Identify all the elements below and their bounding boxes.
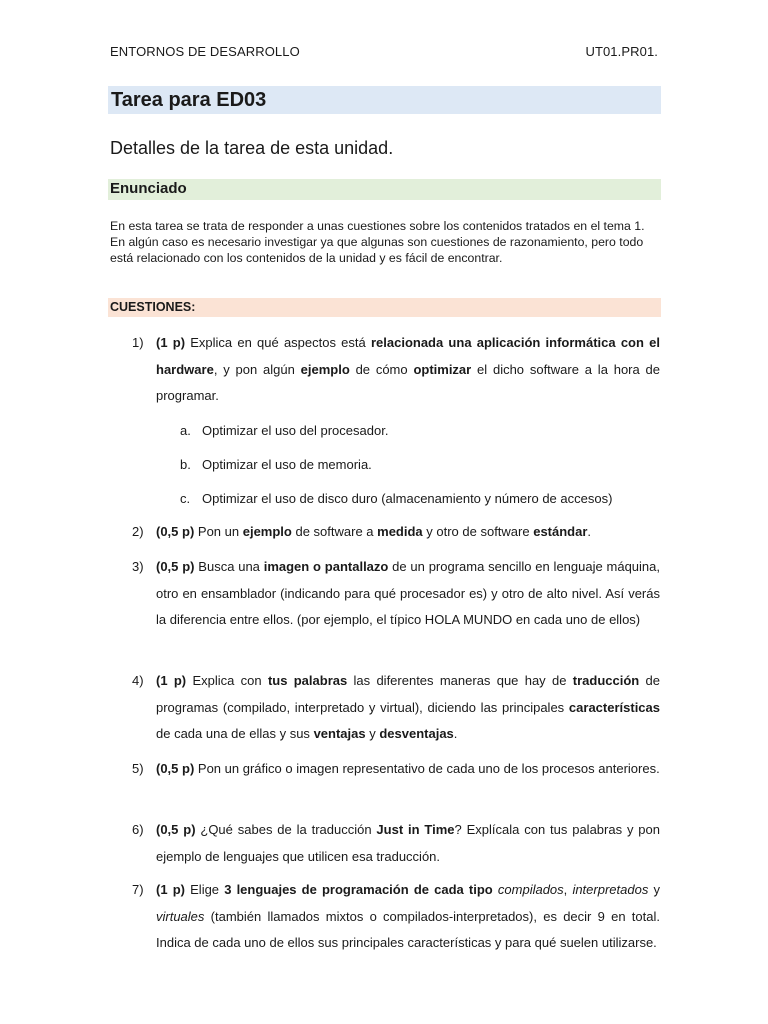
subitem-letter: b. [180, 457, 191, 472]
question-text-run: y [365, 726, 380, 741]
question-text-bold: relacionada una aplicación informática con el hardware [156, 335, 660, 377]
question-number: 6) [132, 822, 144, 837]
question-text-italic: virtuales [156, 908, 205, 924]
subitem [180, 455, 372, 475]
question-text-run: . [587, 524, 592, 539]
intro-line-1: En esta tarea se trata de responder a unas cuestiones sobre los contenidos tratados en el tema 1. [110, 219, 645, 233]
question-text-bold: (0,5 p) [156, 761, 195, 776]
question-text-bold: (1 p) [156, 335, 186, 350]
question-item [132, 877, 660, 957]
question-text-bold: ventajas [313, 726, 366, 741]
question-number: 5) [132, 761, 144, 776]
subitem [180, 421, 388, 441]
question-text-run: , y pon algún [213, 361, 301, 377]
question-text-bold: (1 p) [156, 673, 187, 688]
question-text-run: Elige [184, 882, 225, 897]
cuestiones-heading: CUESTIONES: [110, 300, 196, 314]
question-text-bold: características [568, 699, 660, 715]
intro-text [110, 218, 662, 266]
question-number: 3) [132, 559, 144, 574]
enunciado-banner [108, 179, 661, 200]
subitem-text: Optimizar el uso de memoria. [202, 457, 372, 472]
question-text [156, 668, 660, 748]
question-text [156, 554, 660, 634]
question-item [132, 330, 660, 410]
question-text-run: de software a [291, 524, 378, 539]
question-text-run: las diferentes maneras que hay de [347, 673, 573, 688]
question-text [156, 756, 660, 783]
subitem-text: Optimizar el uso del procesador. [202, 423, 389, 438]
question-text-bold: 3 lenguajes de programación de cada tipo [224, 882, 493, 897]
question-text-bold: tus palabras [267, 673, 348, 688]
question-text [156, 877, 660, 957]
question-text-run: de programas (compilado, interpretado y virtual), diciendo las principales [156, 673, 660, 715]
question-text-run: y otro de software [422, 524, 534, 539]
question-text-bold: (0,5 p) [156, 559, 195, 574]
question-text-run: Explica en qué aspectos está [185, 335, 371, 350]
question-text-bold: ejemplo [242, 524, 292, 539]
subitem-text: Optimizar el uso de disco duro (almacenamiento y número de accesos) [202, 491, 613, 506]
question-text-run: , [563, 882, 573, 897]
question-item [132, 554, 660, 634]
subitem [180, 489, 612, 509]
question-number: 1) [132, 335, 144, 350]
question-text-bold: imagen o pantallazo [263, 559, 389, 574]
question-number: 7) [132, 882, 144, 897]
question-item [132, 668, 660, 748]
question-text-run: de cómo [349, 361, 414, 377]
subitem-letter: a. [180, 423, 191, 438]
question-text-bold: optimizar [413, 361, 472, 377]
question-text-bold: medida [377, 524, 423, 539]
question-text-run: ¿Qué sabes de la traducción [195, 822, 377, 837]
question-text-bold: ejemplo [300, 361, 350, 377]
question-item [132, 756, 660, 783]
question-text-bold: traducción [572, 673, 640, 688]
title-banner [108, 86, 661, 114]
question-text-run: . [453, 726, 458, 741]
question-item [132, 817, 660, 870]
header-course-title: ENTORNOS DE DESARROLLO [110, 44, 300, 59]
cuestiones-banner [108, 298, 661, 317]
question-number: 2) [132, 524, 144, 539]
question-item [132, 519, 660, 546]
subitem-letter: c. [180, 491, 191, 506]
question-text-bold: desventajas [379, 726, 454, 741]
question-number: 4) [132, 673, 144, 688]
question-text-italic: compilados [497, 882, 564, 897]
question-text [156, 817, 660, 870]
question-text-bold: (0,5 p) [156, 822, 196, 837]
question-text-italic: interpretados [572, 882, 649, 897]
page-subtitle: Detalles de la tarea de esta unidad. [110, 138, 394, 158]
question-text-run: de cada una de ellas y sus [156, 726, 314, 741]
question-text-run: Explica con [186, 673, 268, 688]
question-text [156, 519, 660, 546]
question-text-run: Pon un [194, 524, 243, 539]
question-text-bold: Just in Time [376, 822, 455, 837]
question-text-run: (también llamados mixtos o compilados-interpretados), es decir 9 en total. Indica de cada uno de ellos sus principales características y para qué suelen utilizarse. [156, 908, 660, 950]
enunciado-heading: Enunciado [110, 180, 187, 197]
question-text-run: y [648, 882, 660, 897]
header-doc-code: UT01.PR01. [585, 44, 658, 59]
question-text-run: Busca una [194, 559, 264, 574]
question-text-run: Pon un gráfico o imagen representativo de cada uno de los procesos anteriores. [194, 761, 660, 776]
page-title: Tarea para ED03 [111, 89, 267, 111]
question-text-run: ? Explícala con tus palabras y pon ejemplo de lenguajes que utilicen esa traducción. [156, 822, 660, 864]
question-text-bold: (1 p) [156, 882, 185, 897]
question-text [156, 330, 660, 410]
question-text-bold: estándar [533, 524, 588, 539]
intro-line-2: En algún caso es necesario investigar ya que algunas son cuestiones de razonamiento, pero todo está relacionado con los contenidos de la unidad y es fácil de encontrar. [110, 235, 644, 265]
question-text-bold: (0,5 p) [156, 524, 195, 539]
question-text-run: de un programa sencillo en lenguaje máquina, otro en ensamblador (indicando para qué procesador es) y otro de alto nivel. Así verás la diferencia entre ellos. (por ejemplo, el típico HOLA MUNDO en cada uno de ellos) [156, 559, 660, 627]
question-text-run: el dicho software a la hora de programar. [156, 361, 661, 403]
